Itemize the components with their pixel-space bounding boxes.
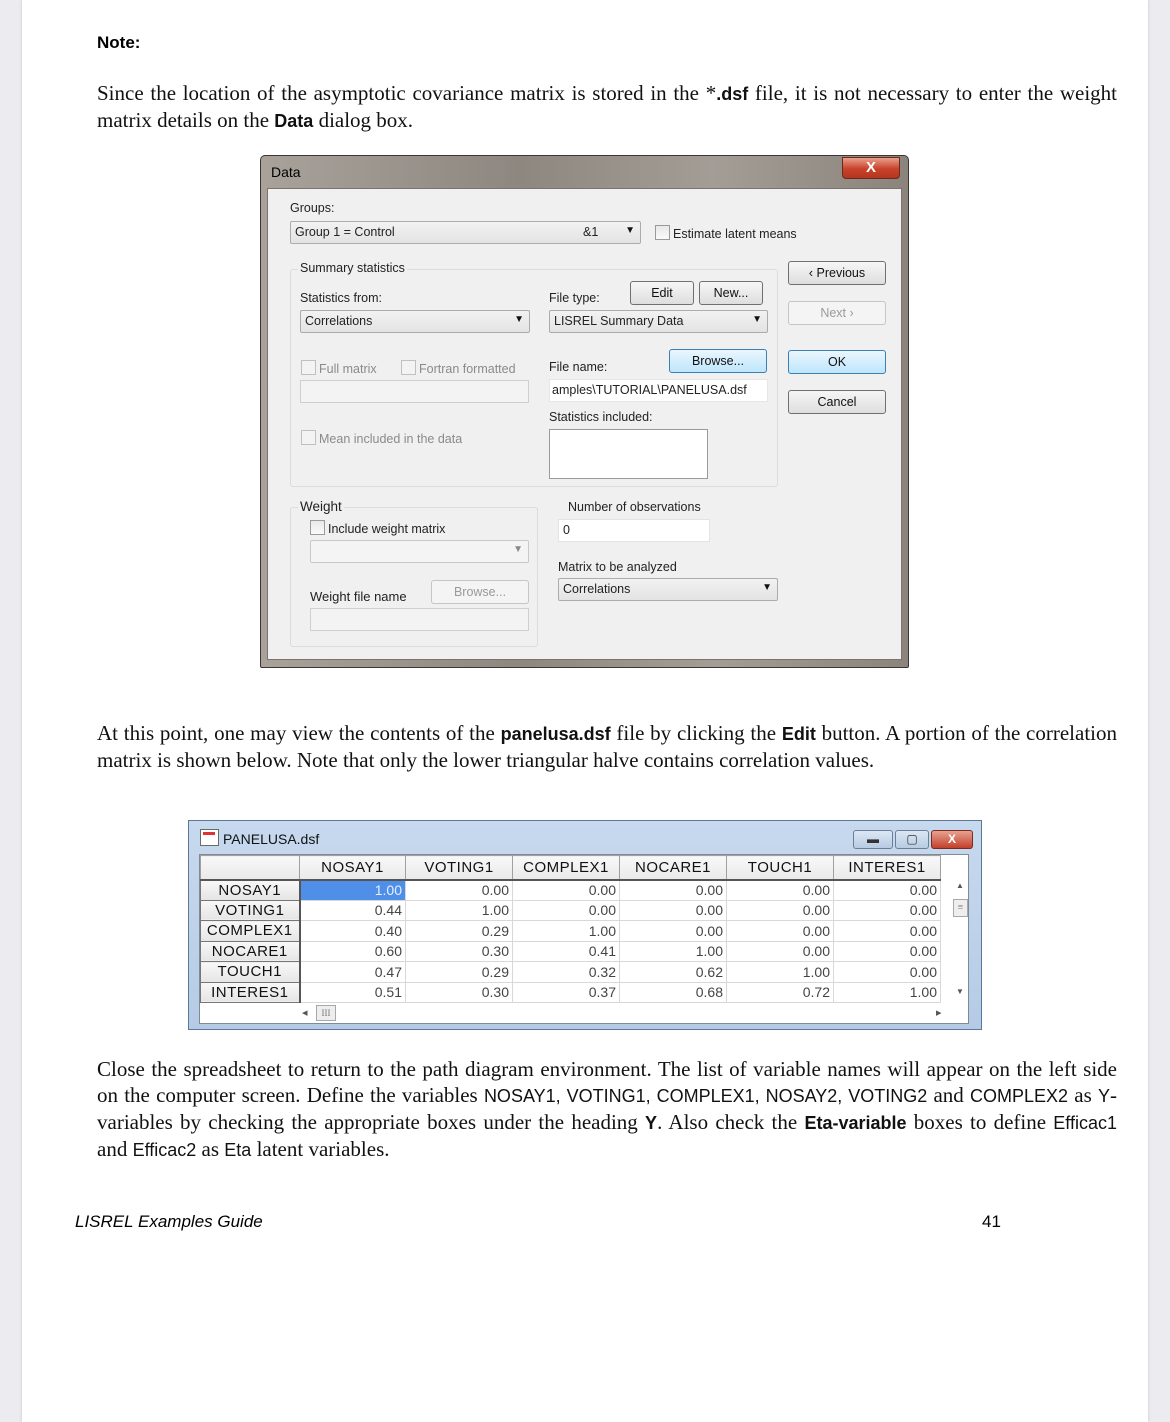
header-row (201, 856, 941, 880)
variable-names: NOSAY1, VOTING1, COMPLEX1, NOSAY2, VOTING2 (483, 1086, 928, 1106)
full-matrix-checkbox[interactable] (301, 360, 316, 375)
corner-cell (201, 856, 300, 880)
fortran-formatted-label: Fortran formatted (419, 362, 516, 376)
table-row (201, 982, 941, 1003)
cell[interactable]: 1.00 (727, 962, 834, 983)
close-button[interactable] (931, 830, 973, 849)
cell[interactable]: 1.00 (620, 941, 727, 962)
spreadsheet-window (188, 820, 982, 1030)
cell[interactable]: 0.00 (834, 921, 941, 942)
data-dialog-window (260, 155, 909, 668)
cell[interactable]: 0.00 (727, 921, 834, 942)
scroll-hthumb[interactable]: III (316, 1005, 336, 1021)
scroll-right-icon[interactable]: ▸ (936, 1007, 942, 1019)
weight-file-name-label: Weight file name (310, 589, 407, 604)
cell[interactable]: 0.37 (513, 982, 620, 1003)
text: dialog box. (313, 108, 414, 132)
matrix-analyzed-value: Correlations (563, 582, 631, 596)
cell[interactable]: 0.40 (300, 921, 406, 942)
cell[interactable]: 0.00 (513, 880, 620, 901)
cell[interactable]: 0.00 (620, 880, 727, 901)
cell[interactable]: 0.00 (727, 941, 834, 962)
paragraph-intro (97, 80, 1117, 134)
cell[interactable]: 0.41 (513, 941, 620, 962)
minimize-icon: ▬ (867, 832, 879, 846)
page-number: 41 (982, 1212, 1001, 1231)
scroll-left-icon[interactable]: ◂ (302, 1007, 308, 1019)
weight-browse-button[interactable]: Browse... (431, 580, 529, 604)
scroll-up-icon[interactable]: ▲ (956, 881, 964, 890)
cell[interactable]: 0.62 (620, 962, 727, 983)
cell[interactable]: 0.51 (300, 982, 406, 1003)
variable-names: Efficac2 (132, 1140, 197, 1160)
row-header[interactable]: NOSAY1 (201, 880, 300, 901)
spreadsheet-grid (199, 854, 969, 1024)
next-button[interactable]: Next › (788, 301, 886, 325)
group-index: &1 (583, 225, 599, 239)
column-header[interactable]: VOTING1 (406, 856, 513, 880)
dialog-title: Data (271, 164, 301, 180)
close-icon: X (865, 159, 876, 176)
ok-button[interactable]: OK (788, 350, 886, 374)
dialog-close-button[interactable] (842, 157, 900, 179)
note-heading: Note: (97, 33, 141, 52)
mean-included-label: Mean included in the data (319, 432, 463, 446)
maximize-icon: ▢ (906, 832, 918, 846)
mean-included-checkbox[interactable] (301, 430, 316, 445)
cell[interactable]: 0.44 (300, 900, 406, 921)
file-type-dropdown[interactable] (549, 310, 768, 333)
file-name-input[interactable]: amples\TUTORIAL\PANELUSA.dsf (549, 379, 768, 402)
text: At this point, one may view the contents of the (97, 721, 501, 745)
text: . Also check the (657, 1110, 805, 1134)
table-row (201, 900, 941, 921)
matrix-analyzed-label: Matrix to be analyzed (558, 560, 677, 574)
footer-title: LISREL Examples Guide (75, 1212, 263, 1231)
groups-label: Groups: (290, 201, 335, 215)
cell[interactable]: 0.00 (834, 962, 941, 983)
cell[interactable]: 0.30 (406, 982, 513, 1003)
column-header[interactable]: INTERES1 (834, 856, 941, 880)
chevron-down-icon: ▼ (513, 544, 523, 555)
statistics-included-label: Statistics included: (549, 410, 653, 424)
sans-text: Y (1097, 1086, 1110, 1106)
cell[interactable]: 0.60 (300, 941, 406, 962)
chevron-down-icon: ▼ (514, 314, 524, 325)
cell[interactable]: 1.00 (834, 982, 941, 1003)
paragraph-edit (97, 720, 1117, 773)
previous-button[interactable]: ‹ Previous (788, 261, 886, 285)
row-header[interactable]: TOUCH1 (201, 962, 300, 983)
scroll-thumb[interactable]: ≡ (953, 899, 968, 917)
matrix-analyzed-dropdown[interactable] (558, 578, 778, 601)
text: as (196, 1137, 225, 1161)
table-row (201, 921, 941, 942)
groups-value: Group 1 = Control (295, 225, 395, 239)
cell[interactable]: 0.00 (406, 880, 513, 901)
variable-names: COMPLEX2 (970, 1086, 1069, 1106)
text: -variables by checking the appropriate boxes under the heading (97, 1083, 1117, 1134)
bold-text: panelusa.dsf (500, 724, 611, 744)
statistics-from-label: Statistics from: (300, 291, 382, 305)
text: file by clicking the (610, 721, 782, 745)
chevron-down-icon: ▼ (752, 314, 762, 325)
number-of-observations-label: Number of observations (568, 500, 701, 514)
bold-text: .dsf (716, 84, 749, 104)
text: boxes to define (906, 1110, 1054, 1134)
column-header[interactable]: NOCARE1 (620, 856, 727, 880)
column-header[interactable]: TOUCH1 (727, 856, 834, 880)
fortran-formatted-checkbox[interactable] (401, 360, 416, 375)
chevron-down-icon: ▼ (762, 582, 772, 593)
cell[interactable]: 0.72 (727, 982, 834, 1003)
weight-file-input[interactable] (310, 608, 529, 631)
cell[interactable]: 0.00 (834, 900, 941, 921)
include-weight-matrix-label: Include weight matrix (328, 522, 446, 536)
text: as (1068, 1083, 1098, 1107)
statistics-included-box[interactable] (549, 429, 708, 479)
file-type-value: LISREL Summary Data (554, 314, 684, 328)
cell[interactable]: 0.29 (406, 921, 513, 942)
cell[interactable]: 0.32 (513, 962, 620, 983)
cell[interactable]: 0.29 (406, 962, 513, 983)
spreadsheet-title: PANELUSA.dsf (223, 831, 320, 847)
cell[interactable]: 1.00 (513, 921, 620, 942)
horizontal-scrollbar[interactable] (300, 1005, 950, 1023)
row-header[interactable]: INTERES1 (201, 982, 300, 1003)
cell[interactable]: 0.47 (300, 962, 406, 983)
minimize-button[interactable] (853, 830, 893, 849)
fortran-format-input[interactable] (300, 380, 529, 403)
cell[interactable]: 0.68 (620, 982, 727, 1003)
cell[interactable]: 1.00 (300, 880, 406, 901)
groups-dropdown[interactable] (290, 221, 641, 244)
text: and (927, 1083, 970, 1107)
text: and (97, 1137, 133, 1161)
full-matrix-label: Full matrix (319, 362, 377, 376)
cell[interactable]: 0.00 (834, 880, 941, 901)
dialog-body (267, 188, 902, 660)
row-header[interactable]: NOCARE1 (201, 941, 300, 962)
column-header[interactable]: COMPLEX1 (513, 856, 620, 880)
statistics-from-value: Correlations (305, 314, 373, 328)
close-icon: X (947, 832, 956, 846)
scroll-down-icon[interactable]: ▼ (956, 987, 964, 996)
vertical-scrollbar[interactable] (953, 879, 969, 1003)
edit-button[interactable]: Edit (630, 281, 694, 305)
cell[interactable]: 0.30 (406, 941, 513, 962)
spreadsheet-icon (200, 829, 219, 846)
estimate-latent-means-label: Estimate latent means (673, 227, 797, 241)
cell[interactable]: 0.00 (620, 921, 727, 942)
row-header[interactable]: VOTING1 (201, 900, 300, 921)
summary-statistics-label: Summary statistics (300, 261, 405, 275)
table-row (201, 880, 941, 901)
bold-text: Edit (781, 724, 816, 744)
text: Since the location of the asymptotic covariance matrix is stored in the * (97, 81, 717, 105)
statistics-from-dropdown[interactable] (300, 310, 530, 333)
weight-label: Weight (300, 499, 342, 514)
table-row (201, 941, 941, 962)
browse-button[interactable]: Browse... (669, 349, 767, 373)
text: latent variables. (251, 1137, 390, 1161)
table-row (201, 962, 941, 983)
document-page (22, 0, 1148, 1422)
file-type-label: File type: (549, 291, 600, 305)
weight-type-dropdown[interactable] (310, 540, 529, 563)
cell[interactable]: 0.00 (620, 900, 727, 921)
bold-text: Eta-variable (804, 1113, 907, 1133)
text: Close the spreadsheet to return to the path diagram environment. The list of variable names will appear on the left side on the computer screen. Define the variables (97, 1057, 1117, 1107)
new-button[interactable]: New... (699, 281, 763, 305)
row-header[interactable]: COMPLEX1 (201, 921, 300, 942)
paragraph-close (97, 1056, 1117, 1163)
file-name-label: File name: (549, 360, 608, 374)
text: file, it is not necessary to enter the weight matrix details on the (97, 81, 1118, 132)
cell[interactable]: 0.00 (513, 900, 620, 921)
include-weight-matrix-checkbox[interactable] (310, 520, 325, 535)
number-of-observations-input[interactable]: 0 (558, 519, 710, 542)
cell[interactable]: 0.00 (727, 900, 834, 921)
variable-names: Efficac1 (1053, 1113, 1117, 1133)
chevron-down-icon: ▼ (625, 225, 635, 236)
bold-text: Y (645, 1113, 658, 1133)
bold-text: Data (274, 111, 314, 131)
cell[interactable]: 0.00 (727, 880, 834, 901)
cancel-button[interactable]: Cancel (788, 390, 886, 414)
cell[interactable]: 0.00 (834, 941, 941, 962)
cell[interactable]: 1.00 (406, 900, 513, 921)
text: button. A portion of the correlation matrix is shown below. Note that only the lower triangular halve contains correlation values. (97, 721, 1117, 772)
maximize-button[interactable] (895, 830, 929, 849)
estimate-latent-means-checkbox[interactable] (655, 225, 670, 240)
column-header[interactable]: NOSAY1 (300, 856, 406, 880)
correlation-table (200, 855, 941, 1003)
sans-text: Eta (224, 1140, 252, 1160)
